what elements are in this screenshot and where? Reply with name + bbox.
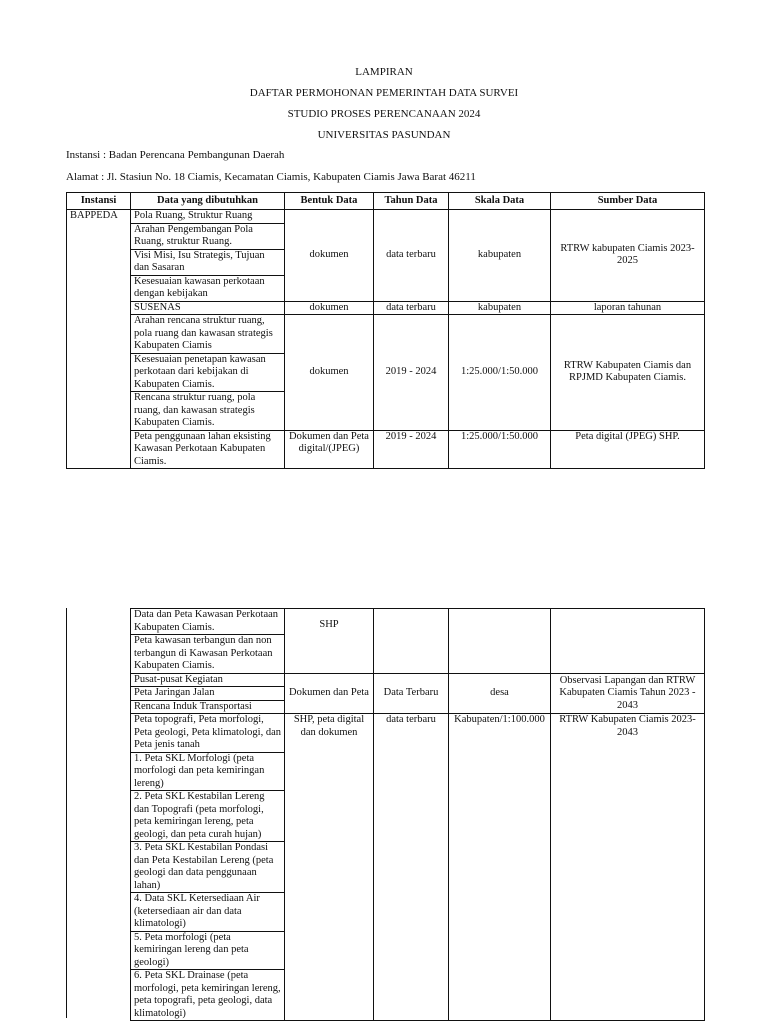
request-table-page1 bbox=[66, 192, 705, 469]
tahun-cell: 2019 - 2024 bbox=[374, 430, 449, 469]
data-item: 5. Peta morfologi (peta kemiringan lereng dan peta geologi) bbox=[131, 931, 285, 970]
table-row bbox=[67, 430, 705, 469]
skala-cell: kabupaten bbox=[449, 210, 551, 302]
tahun-cell: data terbaru bbox=[374, 210, 449, 302]
bentuk-cell: Dokumen dan Peta bbox=[285, 673, 374, 714]
tahun-cell bbox=[374, 609, 449, 674]
request-table-page2 bbox=[130, 608, 705, 1021]
col-header-data: Data yang dibutuhkan bbox=[131, 193, 285, 210]
instansi-line: Instansi : Badan Perencana Pembangunan Daerah bbox=[66, 149, 285, 161]
bentuk-cell: dokumen bbox=[285, 315, 374, 431]
table-row bbox=[67, 301, 705, 315]
skala-cell bbox=[449, 609, 551, 674]
data-item: Arahan rencana struktur ruang, pola ruang dan kawasan strategis Kabupaten Ciamis bbox=[131, 315, 285, 354]
data-item: 2. Peta SKL Kestabilan Lereng dan Topografi (peta morfologi, peta kemiringan lereng, peta geologi, dan peta curah hujan) bbox=[131, 791, 285, 842]
sumber-cell: Peta digital (JPEG) SHP. bbox=[551, 430, 705, 469]
col-header-tahun: Tahun Data bbox=[374, 193, 449, 210]
table-row bbox=[131, 673, 705, 687]
bentuk-cell: dokumen bbox=[285, 301, 374, 315]
table-header-row bbox=[67, 193, 705, 210]
table-row bbox=[131, 714, 705, 753]
table-row bbox=[67, 315, 705, 354]
doc-title: LAMPIRAN bbox=[355, 66, 413, 78]
data-item: Pusat-pusat Kegiatan bbox=[131, 673, 285, 687]
skala-cell: kabupaten bbox=[449, 301, 551, 315]
doc-studio: STUDIO PROSES PERENCANAAN 2024 bbox=[287, 108, 481, 120]
data-item: Peta penggunaan lahan eksisting Kawasan Perkotaan Kabupaten Ciamis. bbox=[131, 430, 285, 469]
skala-cell: 1:25.000/1:50.000 bbox=[449, 315, 551, 431]
instansi-cell: BAPPEDA bbox=[67, 210, 131, 469]
data-item: Peta Jaringan Jalan bbox=[131, 687, 285, 701]
doc-university: UNIVERSITAS PASUNDAN bbox=[317, 129, 451, 141]
skala-cell: Kabupaten/1:100.000 bbox=[449, 714, 551, 1021]
table-row bbox=[131, 609, 705, 635]
data-item: 6. Peta SKL Drainase (peta morfologi, peta kemiringan lereng, peta topografi, peta geologi, data klimatologi) bbox=[131, 970, 285, 1021]
col-header-sumber: Sumber Data bbox=[551, 193, 705, 210]
tahun-cell: data terbaru bbox=[374, 714, 449, 1021]
sumber-cell: RTRW Kabupaten Ciamis 2023-2043 bbox=[551, 714, 705, 1021]
sumber-cell: Observasi Lapangan dan RTRW Kabupaten Ciamis Tahun 2023 - 2043 bbox=[551, 673, 705, 714]
bentuk-cell: Dokumen dan Peta digital/(JPEG) bbox=[285, 430, 374, 469]
tahun-cell: data terbaru bbox=[374, 301, 449, 315]
tahun-cell: Data Terbaru bbox=[374, 673, 449, 714]
data-item: Visi Misi, Isu Strategis, Tujuan dan Sasaran bbox=[131, 249, 285, 275]
sumber-cell: RTRW Kabupaten Ciamis dan RPJMD Kabupaten Ciamis. bbox=[551, 315, 705, 431]
data-item: 3. Peta SKL Kestabilan Pondasi dan Peta Kestabilan Lereng (peta geologi dan data penggunaan lahan) bbox=[131, 842, 285, 893]
bentuk-cell: dokumen bbox=[285, 210, 374, 302]
data-item: 1. Peta SKL Morfologi (peta morfologi dan peta kemiringan lereng) bbox=[131, 752, 285, 791]
bentuk-cell: SHP, peta digital dan dokumen bbox=[285, 714, 374, 1021]
doc-subtitle: DAFTAR PERMOHONAN PEMERINTAH DATA SURVEI bbox=[249, 87, 519, 99]
data-item: Kesesuaian kawasan perkotaan dengan kebijakan bbox=[131, 275, 285, 301]
skala-cell: desa bbox=[449, 673, 551, 714]
skala-cell: 1:25.000/1:50.000 bbox=[449, 430, 551, 469]
bentuk-cell: SHP bbox=[285, 609, 374, 674]
data-item: Rencana struktur ruang, pola ruang, dan kawasan strategis Kabupaten Ciamis. bbox=[131, 392, 285, 431]
sumber-cell: laporan tahunan bbox=[551, 301, 705, 315]
alamat-line: Alamat : Jl. Stasiun No. 18 Ciamis, Kecamatan Ciamis, Kabupaten Ciamis Jawa Barat 46211 bbox=[66, 171, 476, 183]
sumber-cell bbox=[551, 609, 705, 674]
data-item: Peta kawasan terbangun dan non terbangun di Kawasan Perkotaan Kabupaten Ciamis. bbox=[131, 635, 285, 674]
sumber-cell: RTRW kabupaten Ciamis 2023-2025 bbox=[551, 210, 705, 302]
data-item: Peta topografi, Peta morfologi, Peta geologi, Peta klimatologi, dan Peta jenis tanah bbox=[131, 714, 285, 753]
col-header-skala: Skala Data bbox=[449, 193, 551, 210]
data-item: Arahan Pengembangan Pola Ruang, struktur Ruang. bbox=[131, 223, 285, 249]
table-row bbox=[67, 210, 705, 224]
tahun-cell: 2019 - 2024 bbox=[374, 315, 449, 431]
data-item: Rencana Induk Transportasi bbox=[131, 700, 285, 714]
col-header-instansi: Instansi bbox=[67, 193, 131, 210]
instansi-column-border bbox=[66, 608, 67, 1018]
data-item: Pola Ruang, Struktur Ruang bbox=[131, 210, 285, 224]
data-item: 4. Data SKL Ketersediaan Air (ketersediaan air dan data klimatologi) bbox=[131, 893, 285, 932]
data-item: Kesesuaian penetapan kawasan perkotaan dari kebijakan di Kabupaten Ciamis. bbox=[131, 353, 285, 392]
data-item: SUSENAS bbox=[131, 301, 285, 315]
col-header-bentuk: Bentuk Data bbox=[285, 193, 374, 210]
data-item: Data dan Peta Kawasan Perkotaan Kabupaten Ciamis. bbox=[131, 609, 285, 635]
